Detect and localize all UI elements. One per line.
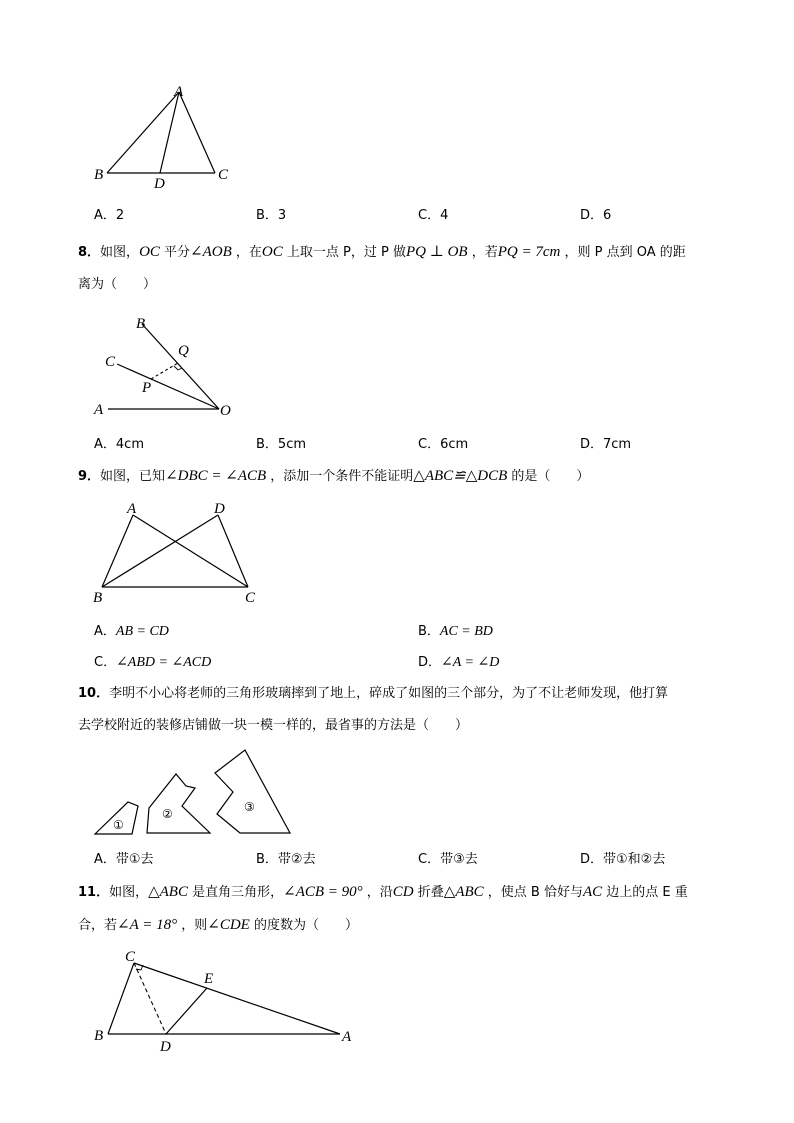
q10-label-piece-1: ①	[113, 818, 124, 832]
q11-label-e: E	[204, 971, 214, 987]
q9-option-d[interactable]: D．∠A = ∠D	[418, 655, 500, 670]
q8-line-2: 离为（ ）	[78, 277, 157, 292]
q11-label-c: C	[125, 949, 136, 965]
q7-option-c[interactable]: C．4	[418, 208, 449, 223]
q11-number: 11．	[78, 885, 110, 900]
q10-figure	[90, 748, 310, 843]
q9-option-a[interactable]: A．AB = CD	[94, 624, 169, 639]
q10-label-piece-3: ③	[244, 800, 255, 814]
q7-label-c: C	[218, 167, 229, 183]
q11-side-bc	[108, 963, 134, 1034]
q7-option-a[interactable]: A．2	[94, 208, 125, 223]
q10-line-1: 10．李明不小心将老师的三角形玻璃摔到了地上，碎成了如图的三个部分，为了不让老师发现，他打算	[78, 686, 669, 701]
q11-fold-cd	[134, 963, 166, 1034]
q8-ray-oc	[117, 364, 219, 409]
q9-label-d: D	[214, 501, 225, 517]
q9-number: 9．	[78, 469, 101, 484]
q11-figure	[90, 945, 370, 1055]
q11-line-1: 11．如图，△ABC 是直角三角形，∠ACB = 90° ，沿CD 折叠△ABC ，使点 B 恰好与AC 边上的点 E 重	[78, 884, 688, 900]
q8-option-c[interactable]: C．6cm	[418, 437, 469, 452]
q10-piece-3	[215, 750, 290, 833]
q11-line-2: 合，若∠A = 18° ，则∠CDE 的度数为（ ）	[78, 917, 358, 933]
q8-label-c: C	[105, 354, 116, 370]
q8-option-b[interactable]: B．5cm	[256, 437, 307, 452]
q10-stem	[78, 678, 738, 742]
q8-ray-ob	[142, 324, 219, 409]
q9-line-1: 9．如图，已知∠DBC = ∠ACB ，添加一个条件不能证明△ABC≌△DCB 的是（ ）	[78, 468, 590, 484]
q7-label-b: B	[94, 167, 104, 183]
q9-label-c: C	[245, 590, 256, 606]
q11-stem	[78, 876, 738, 942]
q9-option-b[interactable]: B．AC = BD	[418, 624, 493, 639]
q10-option-a[interactable]: A．带①去	[94, 852, 154, 867]
q8-segment-pq	[151, 363, 178, 379]
q9-label-a: A	[127, 501, 137, 517]
q11-segment-de	[166, 988, 207, 1034]
q8-line-1: 8．如图，OC 平分∠AOB ，在OC 上取一点 P，过 P 做PQ ⊥ OB ，若PQ = 7cm ，则 P 点到 OA 的距	[78, 244, 686, 260]
q10-option-b[interactable]: B．带②去	[256, 852, 316, 867]
q8-label-q: Q	[178, 343, 189, 359]
q11-side-ca	[134, 963, 340, 1034]
q8-label-o: O	[220, 403, 231, 419]
q10-piece-2	[147, 774, 210, 833]
q9-option-c[interactable]: C．∠ABD = ∠ACD	[94, 655, 212, 670]
q9-side-ab	[102, 515, 133, 587]
q10-line-2: 去学校附近的装修店铺做一块一模一样的，最省事的方法是（ ）	[78, 718, 469, 733]
q8-label-a: A	[94, 402, 104, 418]
q7-option-d[interactable]: D．6	[580, 208, 612, 223]
q7-segment-ad	[160, 92, 179, 173]
q8-option-a[interactable]: A．4cm	[94, 437, 144, 452]
q8-option-d[interactable]: D．7cm	[580, 437, 632, 452]
q10-option-c[interactable]: C．带③去	[418, 852, 478, 867]
q9-label-b: B	[93, 590, 103, 606]
q8-label-p: P	[142, 380, 152, 396]
q10-option-d[interactable]: D．带①和②去	[580, 852, 666, 867]
q7-side-ac	[179, 92, 215, 173]
q9-segment-ac	[133, 515, 248, 587]
q8-stem	[78, 236, 738, 301]
q10-label-piece-2: ②	[162, 807, 173, 821]
q8-number: 8．	[78, 245, 101, 260]
q11-label-a: A	[342, 1029, 352, 1045]
q7-figure	[90, 84, 250, 194]
q7-side-ab	[107, 92, 179, 173]
q9-side-dc	[218, 515, 248, 587]
q7-label-a: A	[174, 84, 184, 100]
q8-label-b: B	[136, 316, 146, 332]
q8-figure	[90, 310, 250, 420]
q9-figure	[90, 500, 270, 610]
q9-segment-db	[102, 515, 218, 587]
q10-number: 10．	[78, 686, 110, 701]
q11-label-b: B	[94, 1028, 104, 1044]
q7-option-b[interactable]: B．3	[256, 208, 287, 223]
q9-stem	[78, 460, 738, 493]
q7-label-d: D	[154, 176, 165, 192]
q11-label-d: D	[160, 1039, 171, 1055]
